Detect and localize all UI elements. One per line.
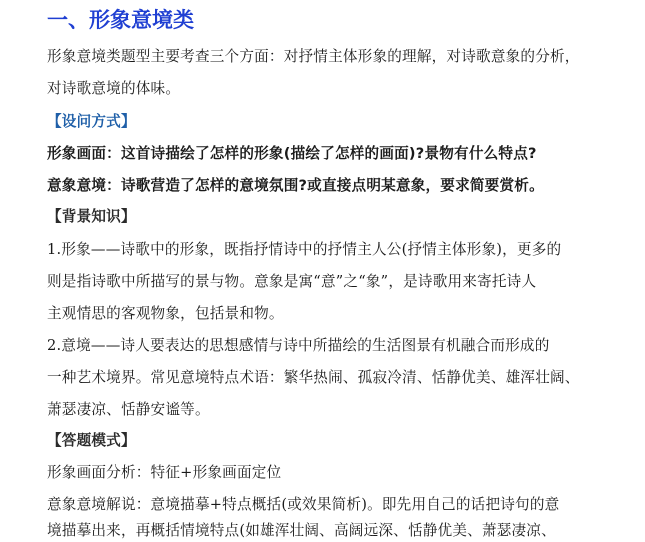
background-line: 1.形象——诗歌中的形象，既指抒情诗中的抒情主人公(抒情主体形象)，更多的 [47,241,562,258]
question-item: 形象画面：这首诗描绘了怎样的形象(描绘了怎样的画面)?景物有什么特点? [47,145,537,162]
answer-mode-line: 境描摹出来，再概括情境特点(如雄浑壮阔、高阔远深、恬静优美、萧瑟凄凉、 [47,522,556,539]
intro-line: 对诗歌意境的体味。 [47,80,181,97]
section-heading-answer-mode: 【答题模式】 [47,432,136,449]
page-title: 一、形象意境类 [47,8,194,32]
answer-mode-line: 意象意境解说：意境描摹+特点概括(或效果简析)。即先用自己的话把诗句的意 [47,496,560,513]
background-line: 一种艺术境界。常见意境特点术语：繁华热闹、孤寂冷清、恬静优美、雄浑壮阔、 [47,369,580,386]
background-line: 主观情思的客观物象，包括景和物。 [47,305,284,322]
background-line: 2.意境——诗人要表达的思想感情与诗中所描绘的生活图景有机融合而形成的 [47,337,550,354]
question-item: 意象意境：诗歌营造了怎样的意境氛围?或直接点明某意象，要求简要赏析。 [47,177,544,194]
intro-line: 形象意境类题型主要考查三个方面：对抒情主体形象的理解，对诗歌意象的分析， [47,48,580,65]
answer-mode-line: 形象画面分析：特征+形象画面定位 [47,464,282,481]
section-heading-background: 【背景知识】 [47,208,136,225]
background-line: 萧瑟凄凉、恬静安谧等。 [47,401,210,418]
background-line: 则是指诗歌中所描写的景与物。意象是寓“意”之“象”，是诗歌用来寄托诗人 [47,273,537,290]
section-heading-questions: 【设问方式】 [47,113,136,130]
